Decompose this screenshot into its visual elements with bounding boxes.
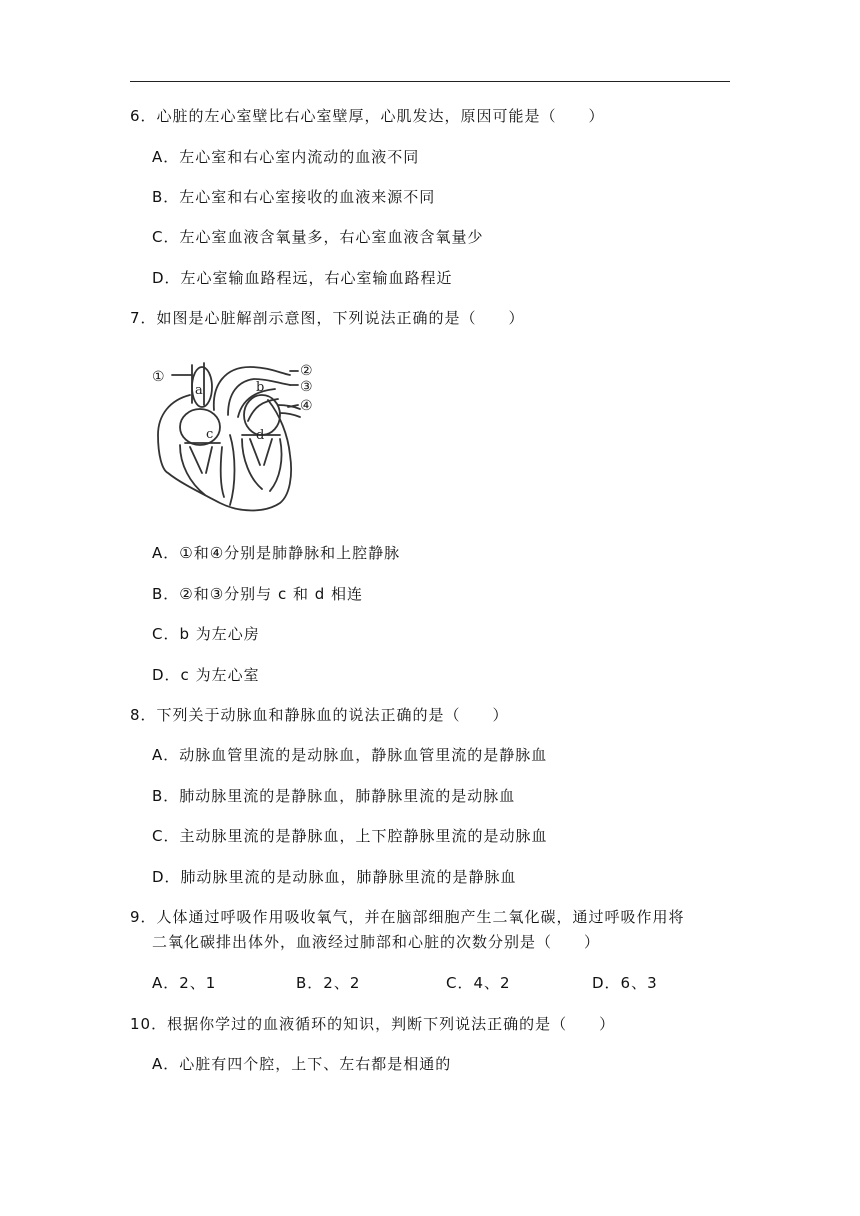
- label-2: ②: [300, 363, 313, 379]
- question-9-stem-line-2: 二氧化碳排出体外，血液经过肺部和心脏的次数分别是（ ）: [152, 933, 601, 951]
- question-9-option-b: B．2、2: [296, 974, 361, 992]
- question-7-stem: 7．如图是心脏解剖示意图，下列说法正确的是（ ）: [130, 309, 525, 327]
- question-9-option-a: A．2、1: [152, 974, 217, 992]
- question-10-option-a: A．心脏有四个腔，上下、左右都是相通的: [152, 1055, 452, 1073]
- question-8-option-c: C．主动脉里流的是静脉血，上下腔静脉里流的是动脉血: [152, 827, 548, 845]
- question-9-option-d: D．6、3: [592, 974, 658, 992]
- question-8-option-b: B．肺动脉里流的是静脉血，肺静脉里流的是动脉血: [152, 787, 516, 805]
- question-7-option-d: D．c 为左心室: [152, 666, 260, 684]
- question-6-stem: 6．心脏的左心室壁比右心室壁厚，心肌发达，原因可能是（ ）: [130, 107, 605, 125]
- label-b: b: [256, 380, 265, 395]
- question-9-stem-line-1: 9．人体通过呼吸作用吸收氧气，并在脑部细胞产生二氧化碳，通过呼吸作用将: [130, 908, 685, 926]
- label-d: d: [256, 428, 265, 443]
- question-8-option-d: D．肺动脉里流的是动脉血，肺静脉里流的是静脉血: [152, 868, 517, 886]
- question-9-option-c: C．4、2: [446, 974, 511, 992]
- heart-anatomy-figure: [150, 355, 325, 515]
- question-7-option-c: C．b 为左心房: [152, 625, 260, 643]
- question-6-option-c: C．左心室血液含氧量多，右心室血液含氧量少: [152, 228, 484, 246]
- question-8-option-a: A．动脉血管里流的是动脉血，静脉血管里流的是静脉血: [152, 746, 548, 764]
- label-a: a: [195, 383, 203, 398]
- label-1: ①: [152, 369, 165, 385]
- question-8-stem: 8．下列关于动脉血和静脉血的说法正确的是（ ）: [130, 706, 509, 724]
- question-10-stem: 10．根据你学过的血液循环的知识，判断下列说法正确的是（ ）: [130, 1015, 616, 1033]
- question-7-option-a: A．①和④分别是肺静脉和上腔静脉: [152, 544, 401, 562]
- question-6-option-a: A．左心室和右心室内流动的血液不同: [152, 148, 420, 166]
- label-3: ③: [300, 379, 313, 395]
- label-4: ④: [300, 398, 313, 414]
- header-rule: [130, 81, 730, 82]
- question-6-option-b: B．左心室和右心室接收的血液来源不同: [152, 188, 436, 206]
- question-6-option-d: D．左心室输血路程远，右心室输血路程近: [152, 269, 453, 287]
- question-7-option-b: B．②和③分别与 c 和 d 相连: [152, 585, 364, 603]
- label-c: c: [206, 427, 214, 442]
